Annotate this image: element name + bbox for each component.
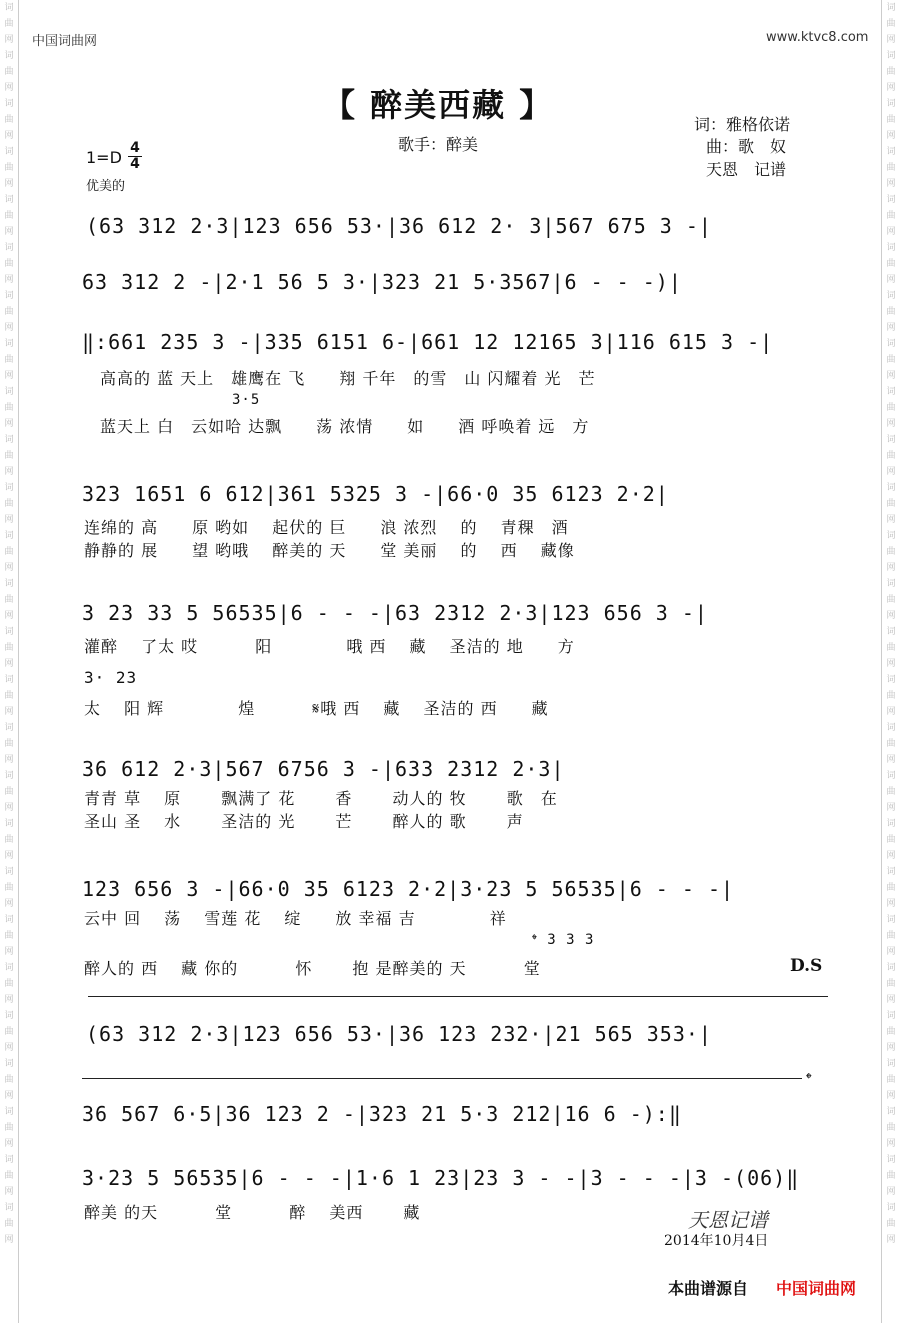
expression-mark: 优美的 xyxy=(86,179,126,194)
lyric-line: 醉人的 西 藏 你的 怀 抱 是醉美的 天 堂 xyxy=(84,959,541,978)
site-url-right: www.ktvc8.com xyxy=(766,30,869,45)
score-line-3: ‖:661 235 3 -|335 6151 6-|661 12 12165 3|116 615 3 -| xyxy=(82,330,774,354)
score-line-10: 3·23 5 56535|6 - - -|1·6 1 23|23 3 - -|3 - - -|3 -(06)‖ xyxy=(82,1166,800,1190)
score-line-2: 63 312 2 -|2·1 56 5 3·|323 21 5·3567|6 - - -)| xyxy=(82,270,682,294)
lyric-line: 太 阳 辉 煌 𝄋哦 西 藏 圣洁的 西 藏 xyxy=(84,699,549,718)
song-title: 【 醉美西藏 】 xyxy=(323,86,554,124)
side-watermark-right: 词曲网词曲网词曲网词曲网词曲网词曲网词曲网词曲网词曲网词曲网词曲网词曲网词曲网词曲网词曲网词曲网词曲网词曲网词曲网词曲网词曲网词曲网词曲网词曲网词曲网词曲网 xyxy=(886,3,896,1245)
score-line-1: (63 312 2·3|123 656 53·|36 612 2· 3|567 675 3 -| xyxy=(86,214,712,238)
score-line-5b: 3· 23 xyxy=(84,668,138,687)
key-signature: 1=D xyxy=(86,148,122,167)
singer: 歌手：醉美 xyxy=(398,135,479,154)
footer-source-label: 本曲谱源自 xyxy=(668,1279,749,1298)
lyric-line: 青青 草 原 飘满了 花 香 动人的 牧 歌 在 xyxy=(84,789,558,808)
lyric-line: 醉美 的天 堂 醉 美西 藏 xyxy=(84,1203,421,1222)
volta-line-top xyxy=(88,996,828,997)
score-line-4: 323 1651 6 612|361 5325 3 -|66·0 35 6123 2·2| xyxy=(82,482,669,506)
composer: 曲：歌 奴 xyxy=(706,137,787,156)
score-line-6: 36 612 2·3|567 6756 3 -|633 2312 2·3| xyxy=(82,757,565,781)
footer-source-link[interactable]: 中国词曲网 xyxy=(776,1279,857,1298)
side-divider-left xyxy=(18,0,19,1323)
ds-mark: D.S xyxy=(790,956,823,976)
time-signature xyxy=(128,142,142,171)
time-signature-top: 4 xyxy=(130,140,140,156)
score-line-5: 3 23 33 5 56535|6 - - -|63 2312 2·3|123 656 3 -| xyxy=(82,601,708,625)
transcription-date: 2014年10月4日 xyxy=(664,1233,769,1249)
transcriber-signature: 天恩记谱 xyxy=(688,1208,768,1232)
lyric-line: 云中 回 荡 雪莲 花 绽 放 幸福 吉 祥 xyxy=(84,909,507,928)
score-line-7: 123 656 3 -|66·0 35 6123 2·2|3·23 5 56535|6 - - -| xyxy=(82,877,735,901)
coda-mark: 𝄌 xyxy=(806,1069,812,1088)
site-name-left: 中国词曲网 xyxy=(32,34,98,49)
score-line-8: (63 312 2·3|123 656 53·|36 123 232·|21 565 353·| xyxy=(86,1022,712,1046)
lyric-line: 蓝天上 白 云如哈 达飘 荡 浓情 如 酒 呼唤着 远 方 xyxy=(100,417,590,436)
lyric-line: 高高的 蓝 天上 雄鹰在 飞 翔 千年 的雪 山 闪耀着 光 芒 xyxy=(100,369,596,388)
lyricist: 词：雅格依诺 xyxy=(694,115,791,134)
lyric-line: 静静的 展 望 哟哦 醉美的 天 堂 美丽 的 西 藏像 xyxy=(84,541,575,560)
volta-line-coda xyxy=(82,1078,802,1079)
score-line-9: 36 567 6·5|36 123 2 -|323 21 5·3 212|16 6 -):‖ xyxy=(82,1102,682,1126)
time-signature-bottom: 4 xyxy=(130,156,140,172)
transcriber: 天恩 记谱 xyxy=(706,160,787,179)
lyric-line: 灌醉 了太 哎 阳 哦 西 藏 圣洁的 地 方 xyxy=(84,637,575,656)
side-divider-right xyxy=(881,0,882,1323)
score-line-7b: 𝄌 3 3 3 xyxy=(532,932,595,948)
side-watermark-left: 词曲网词曲网词曲网词曲网词曲网词曲网词曲网词曲网词曲网词曲网词曲网词曲网词曲网词曲网词曲网词曲网词曲网词曲网词曲网词曲网词曲网词曲网词曲网词曲网词曲网词曲网 xyxy=(4,3,14,1245)
score-line-3b: 3·5 xyxy=(232,392,261,408)
lyric-line: 连绵的 高 原 哟如 起伏的 巨 浪 浓烈 的 青稞 酒 xyxy=(84,518,569,537)
lyric-line: 圣山 圣 水 圣洁的 光 芒 醉人的 歌 声 xyxy=(84,812,524,831)
